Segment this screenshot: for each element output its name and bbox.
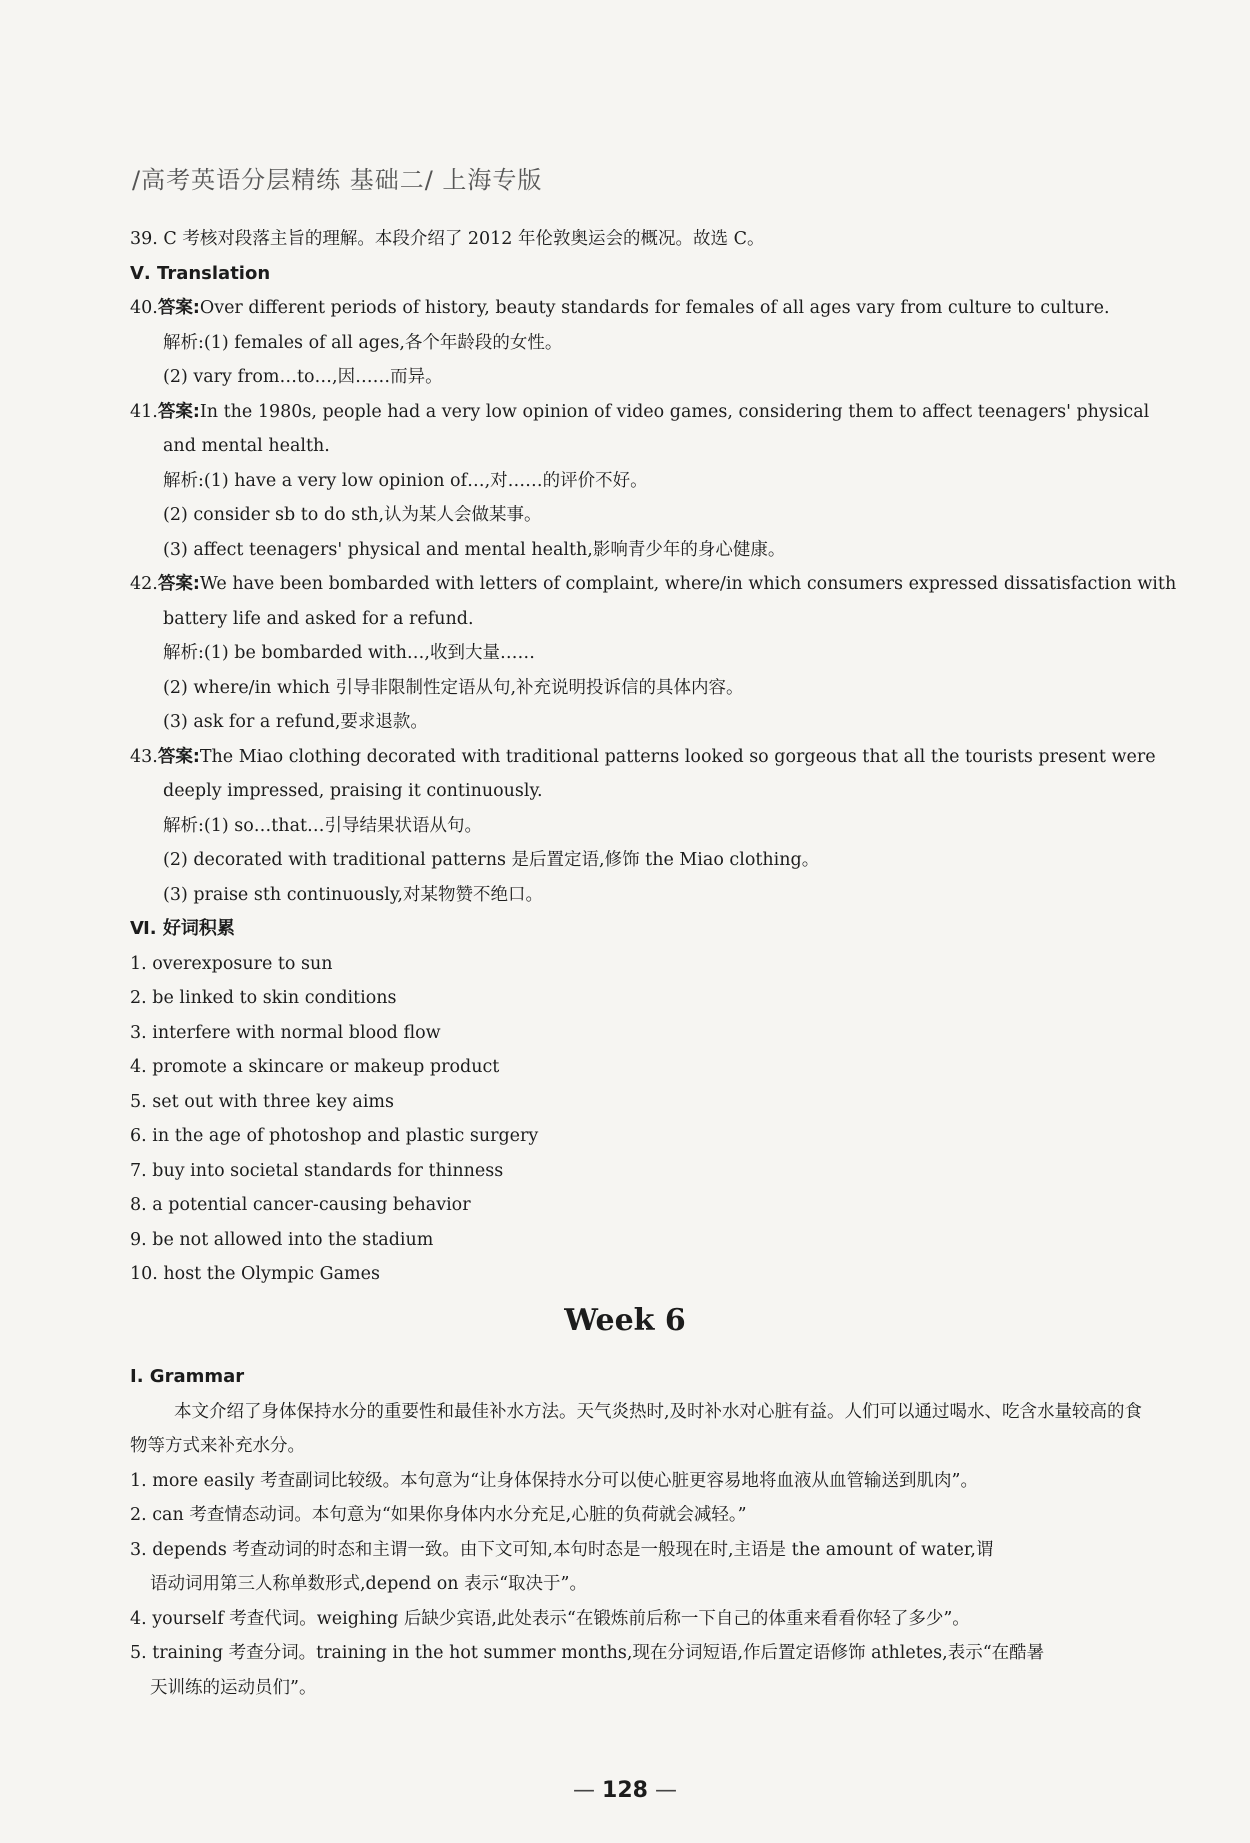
analysis-note: (2) consider sb to do sth,认为某人会做某事。 xyxy=(163,505,542,525)
answer-label: 答案: xyxy=(157,401,200,422)
section-heading-vocab: Ⅵ. 好词积累 xyxy=(130,918,235,939)
answer-text: We have been bombarded with letters of complaint, where/in which consumers expressed dissatisfaction with xyxy=(199,574,1177,594)
section-heading-grammar: Ⅰ. Grammar xyxy=(130,1366,245,1387)
answer-text: In the 1980s, people had a very low opinion of video games, considering them to affect teenagers' physical xyxy=(199,401,1150,422)
answer-text: deeply impressed, praising it continuously. xyxy=(163,781,543,801)
answers-section-upper xyxy=(130,222,1177,1292)
week-title: Week 6 xyxy=(564,1303,686,1338)
translation-answer-line xyxy=(130,602,1150,637)
question-number: 43. xyxy=(130,746,158,767)
answer-text: battery life and asked for a refund. xyxy=(163,608,474,629)
vocab-item: 6. in the age of photoshop and plastic surgery xyxy=(130,1126,539,1146)
analysis-note: (2) decorated with traditional patterns 是后置定语,修饰 the Miao clothing。 xyxy=(163,850,820,870)
question-number: 40. xyxy=(130,298,158,318)
grammar-answer-line: 4. yourself 考查代词。weighing 后缺少宾语,此处表示“在锻炼前后称一下自己的体重来看看你轻了多少”。 xyxy=(130,1608,970,1629)
analysis-note: (3) ask for a refund,要求退款。 xyxy=(163,712,428,732)
answer-label: 答案: xyxy=(157,298,200,318)
translation-answer-line xyxy=(130,774,1150,809)
vocab-item: 9. be not allowed into the stadium xyxy=(130,1229,434,1250)
vocab-item: 7. buy into societal standards for thinness xyxy=(130,1160,504,1181)
translation-answer-line xyxy=(130,740,1156,775)
answers-section-lower xyxy=(130,1360,1150,1705)
vocab-item: 2. be linked to skin conditions xyxy=(130,988,397,1008)
vocab-item: 1. overexposure to sun xyxy=(130,953,333,974)
vocab-list xyxy=(130,947,1150,1292)
grammar-answer-line: 1. more easily 考查副词比较级。本句意为“让身体保持水分可以使心脏更容易地将血液从血管输送到肌肉”。 xyxy=(130,1470,978,1491)
answer-text: and mental health. xyxy=(163,436,330,456)
page-number: — 128 — xyxy=(573,1778,677,1803)
analysis-note: 解析:(1) have a very low opinion of…,对……的评价不好。 xyxy=(163,470,648,491)
vocab-item: 8. a potential cancer-causing behavior xyxy=(130,1195,471,1215)
answer-label: 答案: xyxy=(157,746,200,767)
analysis-note: 解析:(1) so…that…引导结果状语从句。 xyxy=(163,815,483,836)
analysis-note: (3) affect teenagers' physical and mental health,影响青少年的身心健康。 xyxy=(163,539,786,560)
grammar-answer-line: 3. depends 考查动词的时态和主谓一致。由下文可知,本句时态是一般现在时,主语是 the amount of water,谓 xyxy=(130,1539,994,1560)
vocab-item: 4. promote a skincare or makeup product xyxy=(130,1057,500,1077)
grammar-answer-line: 2. can 考查情态动词。本句意为“如果你身体内水分充足,心脏的负荷就会减轻。” xyxy=(130,1505,747,1525)
question-number: 41. xyxy=(130,401,158,422)
analysis-note: (2) vary from…to…,因……而异。 xyxy=(163,367,443,387)
grammar-answer-line: 5. training 考查分词。training in the hot summer months,现在分词短语,作后置定语修饰 athletes,表示“在酷暑 xyxy=(130,1643,1045,1663)
analysis-note: (2) where/in which 引导非限制性定语从句,补充说明投诉信的具体内容。 xyxy=(163,677,744,698)
grammar-list xyxy=(130,1464,1150,1706)
translation-answer-line xyxy=(130,429,1150,464)
translation-list xyxy=(130,291,1177,912)
translation-answer-line xyxy=(130,567,1177,602)
analysis-note: 解析:(1) females of all ages,各个年龄段的女性。 xyxy=(163,332,563,353)
vocab-item: 3. interfere with normal blood flow xyxy=(130,1022,441,1043)
translation-answer-line xyxy=(130,291,1150,326)
answer-text: The Miao clothing decorated with traditional patterns looked so gorgeous that all the tourists present were xyxy=(199,746,1156,767)
answer-label: 答案: xyxy=(157,574,200,594)
grammar-intro: 本文介绍了身体保持水分的重要性和最佳补水方法。天气炎热时,及时补水对心脏有益。人们可以通过喝水、吃含水量较高的食物等方式来补充水分。 xyxy=(130,1401,1143,1456)
section-heading-translation: Ⅴ. Translation xyxy=(130,262,271,284)
vocab-item: 5. set out with three key aims xyxy=(130,1091,394,1112)
page-number-value: 128 xyxy=(602,1778,648,1803)
analysis-note: 解析:(1) be bombarded with…,收到大量…… xyxy=(163,643,535,663)
grammar-answer-line: 语动词用第三人称单数形式,depend on 表示“取决于”。 xyxy=(150,1574,587,1594)
vocab-item: 10. host the Olympic Games xyxy=(130,1264,380,1284)
grammar-answer-line: 天训练的运动员们”。 xyxy=(150,1677,317,1698)
answer-text: Over different periods of history, beauty standards for females of all ages vary from culture to culture. xyxy=(199,298,1110,318)
question-number: 42. xyxy=(130,574,158,594)
analysis-note: (3) praise sth continuously,对某物赞不绝口。 xyxy=(163,884,543,905)
answer-39: 39. C 考核对段落主旨的理解。本段介绍了 2012 年伦敦奥运会的概况。故选 C。 xyxy=(130,229,765,249)
translation-answer-line xyxy=(130,395,1150,430)
book-header: /高考英语分层精练 基础二/ 上海专版 xyxy=(132,166,543,194)
